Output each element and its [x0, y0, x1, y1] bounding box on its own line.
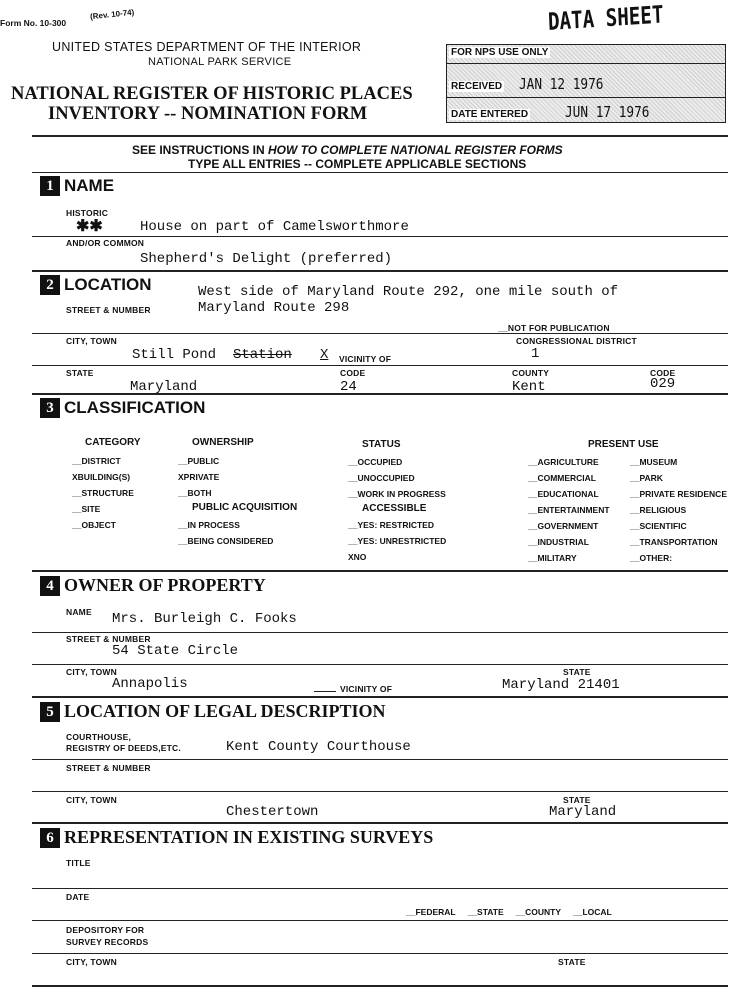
county-code-value: 029 [650, 376, 676, 392]
section-1-number: 1 [40, 176, 60, 196]
state-code-value: 24 [340, 379, 357, 395]
historic-mark: ✱✱ [76, 218, 103, 235]
form-title-line2: INVENTORY -- NOMINATION FORM [48, 104, 368, 124]
present-use-heading: PRESENT USE [588, 439, 659, 450]
date-entered-label: DATE ENTERED [451, 109, 529, 120]
survey-city-label: CITY, TOWN [66, 957, 117, 967]
date-entered-value: JUN 17 1976 [565, 103, 650, 121]
instructions-emphasis: HOW TO COMPLETE NATIONAL REGISTER FORMS [268, 143, 563, 157]
status-list [348, 457, 446, 505]
section-5-title: LOCATION OF LEGAL DESCRIPTION [64, 701, 386, 721]
survey-level-option: __FEDERAL [406, 907, 456, 917]
street-line2-value: Maryland Route 298 [198, 300, 350, 316]
present-use-option: __PRIVATE RESIDENCE [630, 489, 727, 499]
survey-state-label: STATE [558, 957, 586, 967]
section-4-title: OWNER OF PROPERTY [64, 575, 266, 595]
ownership-option: XPRIVATE [178, 472, 220, 482]
section-1-header [40, 176, 114, 196]
present-use-option: __ENTERTAINMENT [528, 505, 610, 515]
form-title-line1: NATIONAL REGISTER OF HISTORIC PLACES [11, 84, 413, 104]
section-6-title: REPRESENTATION IN EXISTING SURVEYS [64, 827, 434, 847]
vicinity-label: VICINITY OF [339, 354, 392, 364]
survey-level-option: __STATE [467, 907, 504, 917]
depository-label-line2: SURVEY RECORDS [66, 937, 149, 947]
survey-level-option: __COUNTY [515, 907, 561, 917]
nps-use-heading: FOR NPS USE ONLY [451, 47, 549, 58]
owner-street-label: STREET & NUMBER [66, 634, 151, 644]
accessible-list [348, 520, 446, 568]
section-4-header [40, 575, 266, 596]
county-code-label: CODE [650, 368, 676, 378]
service-name: NATIONAL PARK SERVICE [148, 56, 292, 68]
present-use-option: __GOVERNMENT [528, 521, 599, 531]
received-label: RECEIVED [451, 81, 503, 92]
category-heading: CATEGORY [85, 437, 141, 448]
public-acquisition-heading: PUBLIC ACQUISITION [192, 502, 298, 513]
section-6-number: 6 [40, 828, 60, 848]
present-use-option: __SCIENTIFIC [630, 521, 687, 531]
status-option: __OCCUPIED [348, 457, 403, 467]
present-use-list-2 [630, 457, 727, 569]
courthouse-label-line2: REGISTRY OF DEEDS,ETC. [66, 743, 181, 753]
historic-name-value: House on part of Camelsworthmore [140, 219, 409, 235]
section-1-title: NAME [64, 176, 115, 195]
category-option: XBUILDING(S) [72, 472, 131, 482]
section-6-header [40, 827, 433, 848]
courthouse-value: Kent County Courthouse [226, 739, 411, 755]
city-struck-value: Station [233, 347, 292, 363]
category-option: __STRUCTURE [72, 488, 134, 498]
state-label: STATE [66, 368, 94, 378]
form-revision: (Rev. 10-74) [89, 7, 135, 22]
acquisition-option: __BEING CONSIDERED [178, 536, 274, 546]
category-option: __DISTRICT [72, 456, 121, 466]
ownership-heading: OWNERSHIP [192, 437, 254, 448]
survey-title-label: TITLE [66, 858, 91, 868]
owner-name-label: NAME [66, 607, 92, 617]
section-5-header [40, 701, 386, 722]
historic-label: HISTORIC [66, 208, 109, 218]
owner-state-value: Maryland 21401 [502, 677, 620, 693]
street-line1-value: West side of Maryland Route 292, one mile south of [198, 284, 619, 300]
category-list [72, 456, 134, 536]
owner-vicinity-blank [314, 691, 336, 692]
present-use-option: __EDUCATIONAL [528, 489, 599, 499]
street-number-label: STREET & NUMBER [66, 305, 151, 315]
city-value: Still Pond [132, 347, 217, 363]
legal-state-label: STATE [563, 795, 591, 805]
present-use-option: __COMMERCIAL [528, 473, 597, 483]
section-2-title: LOCATION [64, 275, 152, 294]
ownership-list [178, 456, 219, 504]
common-name-label: AND/OR COMMON [66, 238, 145, 248]
present-use-option: __MILITARY [528, 553, 577, 563]
status-option: __WORK IN PROGRESS [348, 489, 446, 499]
status-heading: STATUS [362, 439, 401, 450]
courthouse-label-line1: COURTHOUSE, [66, 732, 132, 742]
city-town-label: CITY, TOWN [66, 336, 117, 346]
legal-city-value: Chestertown [226, 804, 319, 820]
legal-street-label: STREET & NUMBER [66, 763, 151, 773]
received-date: JAN 12 1976 [519, 75, 604, 93]
accessible-option: __YES: UNRESTRICTED [348, 536, 447, 546]
acquisition-option: __IN PROCESS [178, 520, 240, 530]
section-4-number: 4 [40, 576, 60, 596]
congressional-district-value: 1 [531, 346, 540, 362]
owner-name-value: Mrs. Burleigh C. Fooks [112, 611, 297, 627]
data-sheet-stamp: DATA SHEET [547, 0, 665, 36]
state-value: Maryland [130, 379, 198, 395]
section-3-title: CLASSIFICATION [64, 398, 206, 417]
instructions-line1 [132, 143, 563, 157]
congressional-district-label: CONGRESSIONAL DISTRICT [516, 336, 637, 346]
county-value: Kent [512, 379, 546, 395]
present-use-option: __OTHER: [630, 553, 673, 563]
accessible-heading: ACCESSIBLE [362, 503, 427, 514]
form-number: Form No. 10-300 [0, 18, 67, 28]
category-option: __OBJECT [72, 520, 116, 530]
legal-city-label: CITY, TOWN [66, 795, 117, 805]
survey-level-option: __LOCAL [573, 907, 612, 917]
owner-state-label: STATE [563, 667, 591, 677]
accessible-option: __YES: RESTRICTED [348, 520, 434, 530]
survey-date-label: DATE [66, 892, 90, 902]
legal-state-value: Maryland [549, 804, 617, 820]
acquisition-list [178, 520, 273, 552]
department-name: UNITED STATES DEPARTMENT OF THE INTERIOR [52, 40, 362, 54]
vicinity-mark: X [320, 347, 329, 363]
section-2-header [40, 275, 152, 295]
not-for-publication: __NOT FOR PUBLICATION [498, 323, 610, 333]
code-label: CODE [340, 368, 366, 378]
present-use-option: __RELIGIOUS [630, 505, 687, 515]
owner-vicinity-label: VICINITY OF [340, 684, 393, 694]
owner-street-value: 54 State Circle [112, 643, 239, 659]
section-5-number: 5 [40, 702, 60, 722]
present-use-option: __MUSEUM [630, 457, 678, 467]
section-3-header [40, 398, 205, 418]
common-name-value: Shepherd's Delight (preferred) [140, 251, 393, 267]
section-3-number: 3 [40, 398, 60, 418]
status-option: __UNOCCUPIED [348, 473, 415, 483]
accessible-option: XNO [348, 552, 367, 562]
present-use-list-1 [528, 457, 610, 569]
present-use-option: __TRANSPORTATION [630, 537, 718, 547]
owner-city-label: CITY, TOWN [66, 667, 117, 677]
ownership-option: __BOTH [178, 488, 212, 498]
present-use-option: __PARK [630, 473, 663, 483]
instructions-text: SEE INSTRUCTIONS IN [132, 143, 269, 157]
present-use-option: __INDUSTRIAL [528, 537, 589, 547]
ownership-option: __PUBLIC [178, 456, 220, 466]
nps-use-box [446, 44, 726, 123]
survey-levels [406, 907, 612, 917]
present-use-option: __AGRICULTURE [528, 457, 599, 467]
owner-city-value: Annapolis [112, 676, 188, 692]
county-label: COUNTY [512, 368, 550, 378]
depository-label-line1: DEPOSITORY FOR [66, 925, 145, 935]
category-option: __SITE [72, 504, 101, 514]
section-2-number: 2 [40, 275, 60, 295]
instructions-line2: TYPE ALL ENTRIES -- COMPLETE APPLICABLE SECTIONS [188, 157, 527, 171]
